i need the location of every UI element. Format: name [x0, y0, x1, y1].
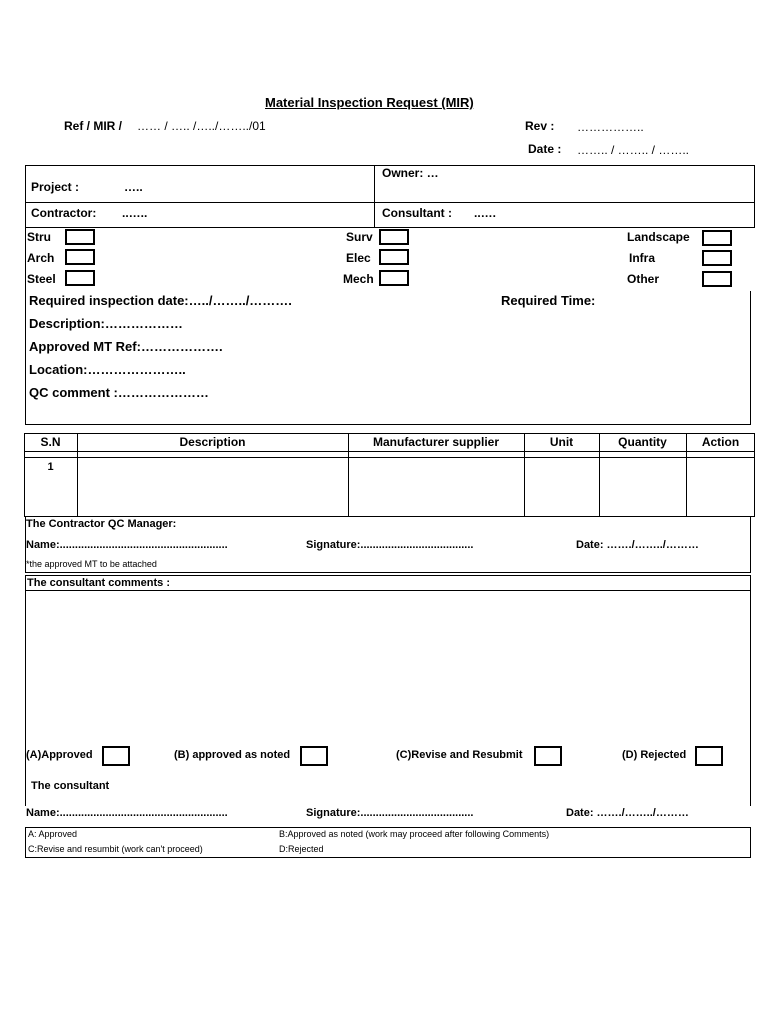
rev-label: Rev : — [525, 119, 555, 133]
option-b-checkbox[interactable] — [300, 746, 328, 766]
discipline-mech-label: Mech — [343, 272, 374, 286]
legend-d: D:Rejected — [279, 844, 324, 854]
discipline-elec-checkbox[interactable] — [379, 249, 409, 265]
consultant-name[interactable]: Name:....................................................... — [26, 807, 228, 819]
consultant-comments-area[interactable] — [26, 592, 750, 732]
discipline-landscape-label: Landscape — [627, 230, 690, 244]
discipline-stru-checkbox[interactable] — [65, 229, 95, 245]
option-a-label: (A)Approved — [26, 749, 93, 761]
project-value: ….. — [124, 180, 143, 194]
discipline-other-label: Other — [627, 272, 660, 286]
legend-a: A: Approved — [28, 829, 78, 839]
contractor-label: Contractor: — [31, 206, 97, 220]
col-header-sn: S.N — [40, 435, 61, 449]
option-a-checkbox[interactable] — [102, 746, 130, 766]
option-c-checkbox[interactable] — [534, 746, 562, 766]
col-header-unit: Unit — [549, 435, 574, 449]
option-d-checkbox[interactable] — [695, 746, 723, 766]
consultant-signature[interactable]: Signature:..................................... — [306, 807, 474, 819]
col-header-quantity: Quantity — [618, 435, 667, 449]
discipline-stru-label: Stru — [27, 230, 51, 244]
legend-c: C:Revise and resumbit (work can't proceed) — [28, 844, 203, 854]
discipline-surv-label: Surv — [346, 230, 373, 244]
discipline-steel-label: Steel — [27, 272, 56, 286]
discipline-steel-checkbox[interactable] — [65, 270, 95, 286]
location-field[interactable]: Location:………………….. — [29, 362, 186, 377]
col-header-action: Action — [701, 435, 740, 449]
legend-b: B:Approved as noted (work may proceed after following Comments) — [279, 829, 550, 839]
discipline-arch-label: Arch — [27, 251, 55, 265]
contractor-qc-title: The Contractor QC Manager: — [26, 518, 177, 530]
discipline-other-checkbox[interactable] — [702, 271, 732, 287]
required-inspection-date[interactable]: Required inspection date:…../……../………. — [29, 293, 292, 308]
contractor-qc-name[interactable]: Name:....................................................... — [26, 539, 228, 551]
discipline-elec-label: Elec — [346, 251, 371, 265]
owner-label: Owner: … — [382, 166, 439, 180]
consultant-comments-title: The consultant comments : — [27, 577, 171, 589]
approved-mt-note: *the approved MT to be attached — [26, 559, 157, 569]
consultant-title: The consultant — [31, 780, 110, 792]
contractor-qc-signature[interactable]: Signature:..................................... — [306, 539, 474, 551]
rev-value: …………….. — [577, 120, 644, 134]
col-header-description: Description — [179, 435, 246, 449]
contractor-qc-date[interactable]: Date: ……./……../……… — [576, 539, 699, 551]
option-c-label: (C)Revise and Resubmit — [396, 749, 523, 761]
consultant-label: Consultant : — [382, 206, 452, 220]
ref-value: …… / ….. /…../……../01 — [137, 119, 266, 133]
consultant-value: ..…. — [474, 206, 497, 220]
project-label: Project : — [31, 180, 80, 194]
required-time[interactable]: Required Time: — [501, 293, 596, 308]
discipline-arch-checkbox[interactable] — [65, 249, 95, 265]
date-value: …….. / …….. / …….. — [577, 143, 690, 157]
discipline-landscape-checkbox[interactable] — [702, 230, 732, 246]
form-title: Material Inspection Request (MIR) — [265, 95, 474, 110]
discipline-surv-checkbox[interactable] — [379, 229, 409, 245]
ref-label: Ref / MIR / — [64, 119, 123, 133]
row-sn: 1 — [47, 461, 54, 473]
contractor-value: ..….. — [122, 206, 148, 220]
date-label: Date : — [528, 142, 562, 156]
option-b-label: (B) approved as noted — [174, 749, 291, 761]
col-header-manufacturer: Manufacturer supplier — [372, 435, 500, 449]
qc-comment-field[interactable]: QC comment :………………… — [29, 385, 209, 400]
description-field[interactable]: Description:……………… — [29, 316, 183, 331]
discipline-infra-label: Infra — [629, 251, 656, 265]
consultant-date[interactable]: Date: ……./……../……… — [566, 807, 689, 819]
discipline-infra-checkbox[interactable] — [702, 250, 732, 266]
discipline-mech-checkbox[interactable] — [379, 270, 409, 286]
option-d-label: (D) Rejected — [622, 749, 687, 761]
approved-mt-ref-field[interactable]: Approved MT Ref:………………. — [29, 339, 223, 354]
